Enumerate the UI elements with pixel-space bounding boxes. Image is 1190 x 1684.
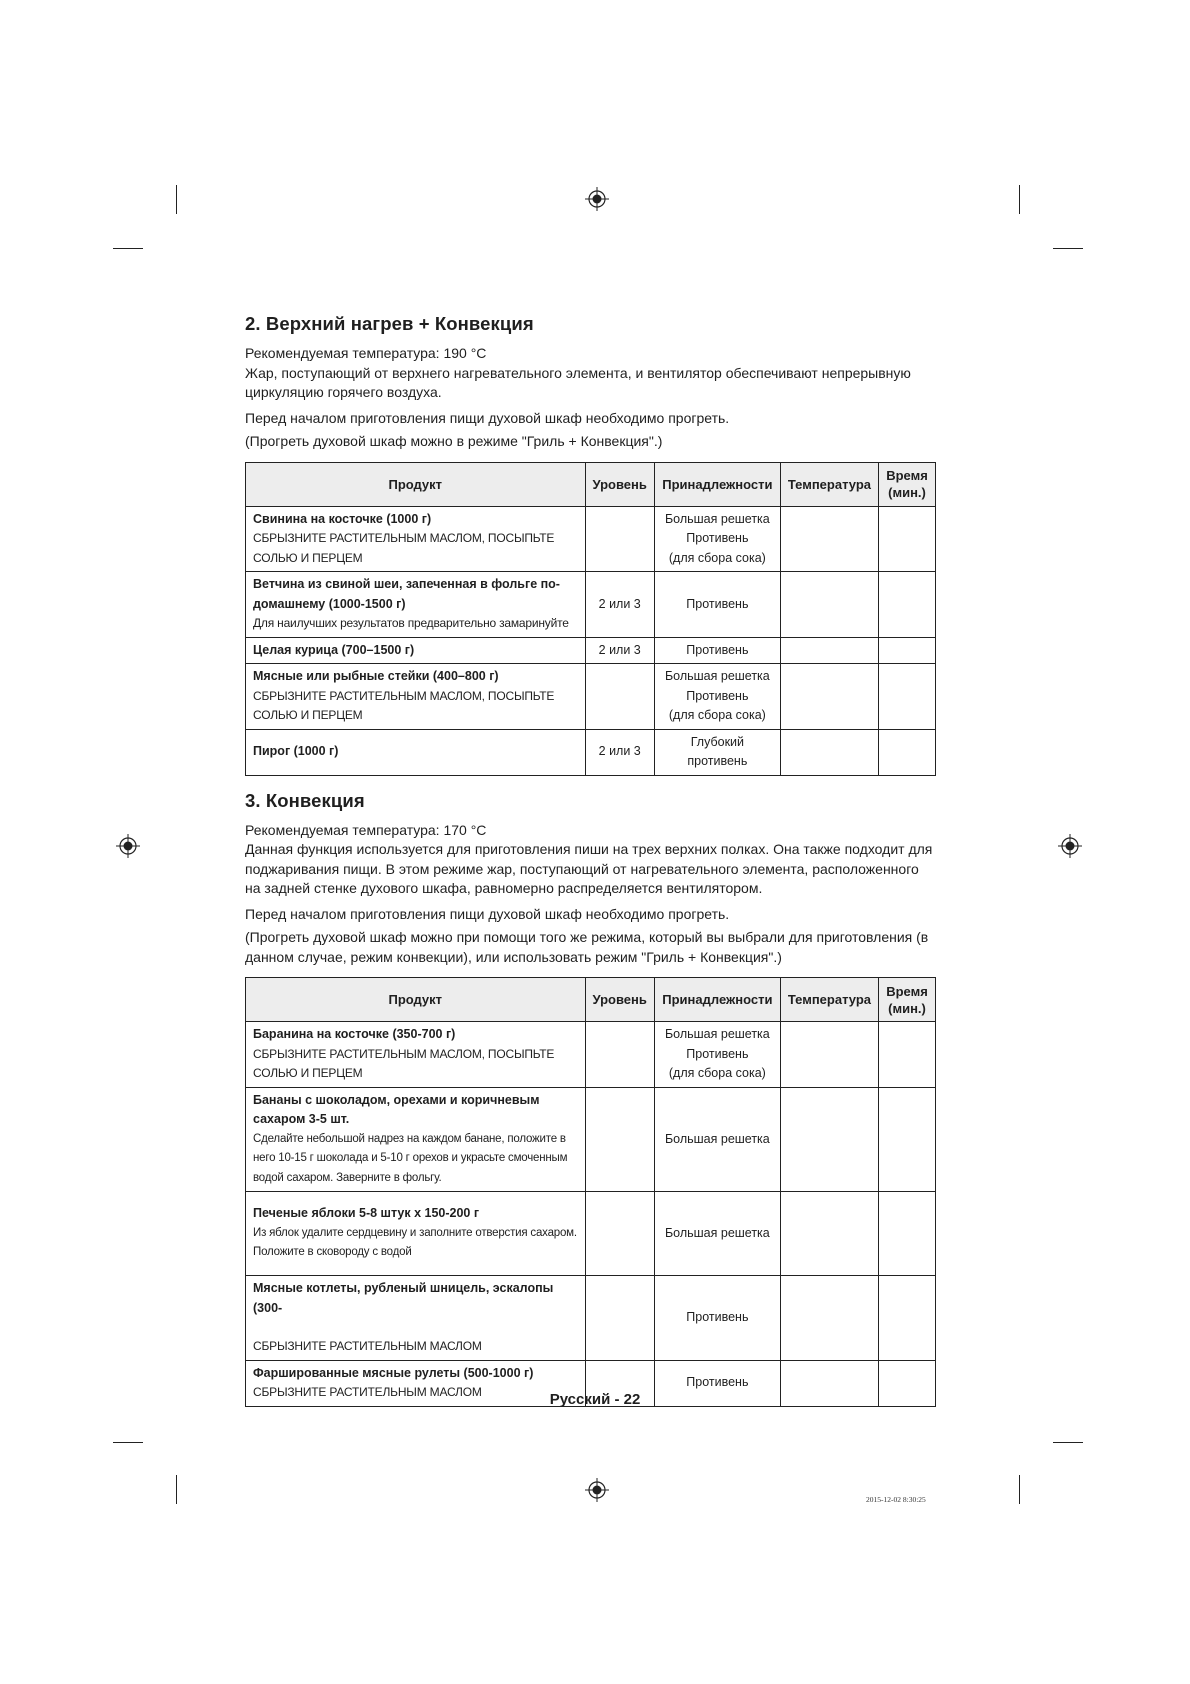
accessory: Противень — [686, 1310, 749, 1324]
section-2-table — [245, 462, 936, 776]
product-note: СБРЫЗНИТЕ РАСТИТЕЛЬНЫМ МАСЛОМ, ПОСЫПЬТЕ СОЛЬЮ И ПЕРЦЕМ — [253, 688, 555, 722]
print-stamp: 2015-12-02 8:30:25 — [866, 1495, 926, 1504]
accessory: Большая решетка — [664, 511, 770, 526]
level-cell — [585, 664, 654, 730]
crop-mark-br-v — [1019, 1475, 1020, 1504]
time-cell — [879, 1276, 936, 1361]
header-accessories: Принадлежности — [654, 978, 780, 1022]
time-cell — [879, 637, 936, 664]
page-content — [245, 313, 935, 1407]
time-cell — [879, 572, 936, 638]
table-row — [246, 637, 936, 664]
time-cell — [879, 506, 936, 572]
level-cell — [585, 506, 654, 572]
section-2-preheat: Перед началом приготовления пищи духовой шкаф необходимо прогреть. — [245, 409, 730, 426]
product-name: Свинина на косточке (1000 г) — [253, 511, 432, 526]
table-row — [246, 506, 936, 572]
section-3-preheat-note: (Прогреть духовой шкаф можно при помощи того же режима, который вы выбрали для приготовления (в данном случае, режим конвекции), или использовать режим "Гриль + Конвекция".) — [245, 929, 929, 965]
section-3-preheat: Перед началом приготовления пищи духовой шкаф необходимо прогреть. — [245, 905, 730, 922]
table-row — [246, 1276, 936, 1361]
crop-mark-tr-h — [1053, 248, 1083, 249]
header-product: Продукт — [246, 462, 586, 506]
product-name: Пирог (1000 г) — [253, 744, 339, 759]
temperature-cell — [780, 506, 878, 572]
header-accessories: Принадлежности — [654, 462, 780, 506]
header-time: Время (мин.) — [879, 978, 936, 1022]
crop-mark-br-h — [1053, 1442, 1083, 1443]
table-row — [246, 664, 936, 730]
product-note: СБРЫЗНИТЕ РАСТИТЕЛЬНЫМ МАСЛОМ — [253, 1339, 482, 1353]
crop-mark-bl-v — [176, 1475, 177, 1504]
level-cell: 2 или 3 — [585, 729, 654, 775]
accessory: (для сбора сока) — [668, 708, 766, 722]
product-note: СБРЫЗНИТЕ РАСТИТЕЛЬНЫМ МАСЛОМ, ПОСЫПЬТЕ СОЛЬЮ И ПЕРЦЕМ — [253, 1046, 555, 1080]
section-2-preheat-note: (Прогреть духовой шкаф можно в режиме "Гриль + Конвекция".) — [245, 433, 663, 449]
time-cell — [879, 1022, 936, 1088]
product-name: Целая курица (700–1500 г) — [253, 642, 415, 657]
accessory: Большая решетка — [664, 669, 770, 683]
level-cell — [585, 1087, 654, 1192]
time-cell — [879, 1192, 936, 1276]
header-time: Время (мин.) — [879, 462, 936, 506]
crop-mark-tl-h — [113, 248, 143, 249]
product-note: Для наилучших результатов предварительно замаринуйте — [253, 616, 569, 630]
accessory: Большая решетка — [664, 1225, 770, 1240]
product-name: Мясные или рыбные стейки (400–800 г) — [253, 669, 499, 683]
accessory: Большая решетка — [664, 1027, 770, 1041]
accessory: Противень — [686, 1375, 749, 1390]
temperature-cell — [780, 572, 878, 638]
product-name: Ветчина из свиной шеи, запеченная в фольге по-домашнему (1000-1500 г) — [253, 577, 560, 611]
level-cell — [585, 1022, 654, 1088]
time-cell — [879, 664, 936, 730]
crop-mark-bl-h — [113, 1442, 143, 1443]
registration-mark-bottom-icon — [585, 1478, 609, 1502]
product-name: Фаршированные мясные рулеты (500-1000 г) — [253, 1365, 534, 1380]
registration-mark-right-icon — [1058, 834, 1082, 858]
header-level: Уровень — [585, 462, 654, 506]
header-level: Уровень — [585, 978, 654, 1022]
section-3-temperature: Рекомендуемая температура: 170 °C — [245, 821, 487, 838]
registration-mark-left-icon — [116, 834, 140, 858]
header-product: Продукт — [246, 978, 586, 1022]
accessory: Большая решетка — [664, 1131, 770, 1146]
crop-mark-tr-v — [1019, 185, 1020, 214]
product-note: СБРЫЗНИТЕ РАСТИТЕЛЬНЫМ МАСЛОМ, ПОСЫПЬТЕ СОЛЬЮ И ПЕРЦЕМ — [253, 531, 555, 565]
table-row — [246, 1087, 936, 1192]
time-cell — [879, 729, 936, 775]
accessory: (для сбора сока) — [668, 1066, 766, 1080]
accessory: Противень — [686, 596, 749, 611]
temperature-cell — [780, 1192, 878, 1276]
temperature-cell — [780, 1276, 878, 1361]
product-note: СБРЫЗНИТЕ РАСТИТЕЛЬНЫМ МАСЛОМ — [253, 1385, 482, 1399]
product-name: Мясные котлеты, рубленый шницель, эскалопы (300- — [253, 1281, 554, 1315]
product-name: Баранина на косточке (350-700 г) — [253, 1027, 456, 1041]
level-cell — [585, 1192, 654, 1276]
section-3-table — [245, 977, 936, 1407]
accessory: Глубокий противень — [687, 734, 748, 768]
product-note: Сделайте небольшой надрез на каждом банане, положите в него 10-15 г шоколада и 5-10 г орехов и украсьте смоченным водой сахаром. Заверните в фольгу. — [253, 1132, 568, 1184]
section-2-title: 2. Верхний нагрев + Конвекция — [245, 313, 534, 334]
header-temperature: Температура — [780, 978, 878, 1022]
crop-mark-tl-v — [176, 185, 177, 214]
temperature-cell — [780, 1087, 878, 1192]
table-row — [246, 572, 936, 638]
product-note: Из яблок удалите сердцевину и заполните отверстия сахаром. Положите в сковороду с водой — [253, 1226, 577, 1259]
temperature-cell — [780, 1022, 878, 1088]
section-2-temperature: Рекомендуемая температура: 190 °C — [245, 345, 487, 361]
product-name: Печеные яблоки 5-8 штук x 150-200 г — [253, 1206, 480, 1221]
page-footer: Русский - 22 — [549, 1391, 641, 1408]
temperature-cell — [780, 729, 878, 775]
table-row — [246, 1022, 936, 1088]
accessory: (для сбора сока) — [668, 550, 766, 565]
section-2-description: Жар, поступающий от верхнего нагревательного элемента, и вентилятор обеспечивают непрерывную циркуляцию горячего воздуха. — [245, 364, 911, 400]
registration-mark-top-icon — [585, 187, 609, 211]
level-cell: 2 или 3 — [585, 572, 654, 638]
section-3-description: Данная функция используется для приготовления пиши на трех верхних полках. Она также подходит для поджаривания пищи. В этом режиме жар, поступающий от нагревательного элемента, расположенного на задней стенке духового шкафа, равномерно распределяется вентилятором. — [245, 841, 933, 896]
header-temperature: Температура — [780, 462, 878, 506]
table-row — [246, 729, 936, 775]
product-name: Бананы с шоколадом, орехами и коричневым сахаром 3-5 шт. — [253, 1092, 540, 1126]
level-cell: 2 или 3 — [585, 637, 654, 664]
time-cell — [879, 1087, 936, 1192]
section-3-title: 3. Конвекция — [245, 789, 365, 811]
accessory: Противень — [686, 1046, 749, 1061]
temperature-cell — [780, 664, 878, 730]
accessory: Противень — [686, 642, 749, 657]
table-row — [246, 1192, 936, 1276]
accessory: Противень — [686, 531, 749, 545]
temperature-cell — [780, 637, 878, 664]
accessory: Противень — [686, 688, 749, 703]
level-cell — [585, 1276, 654, 1361]
